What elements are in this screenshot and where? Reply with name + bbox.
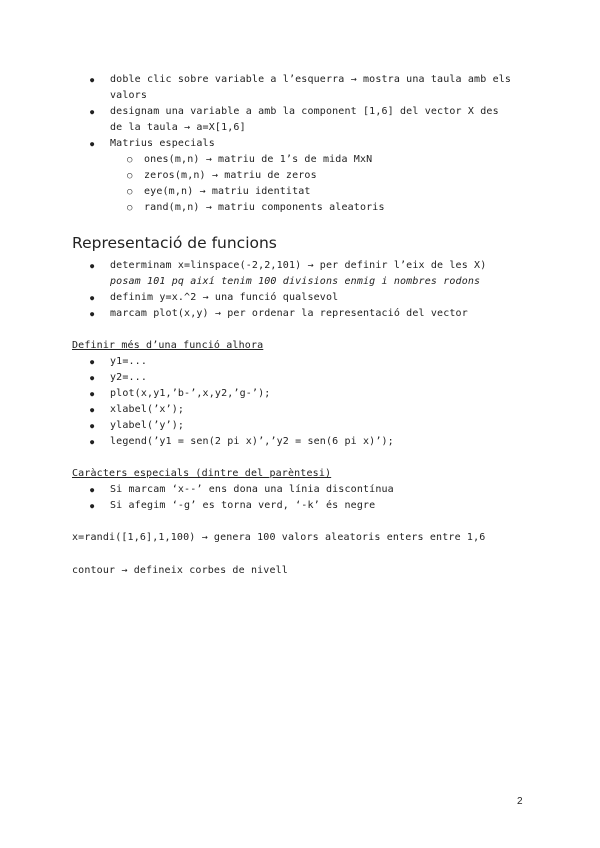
list-item: ● Matrius especials bbox=[110, 138, 215, 150]
subheading: Definir més d’una funció alhora bbox=[72, 340, 264, 351]
list-item: ● xlabel(’x’); bbox=[110, 404, 184, 416]
page-number: 2 bbox=[517, 796, 523, 807]
list-item: ● plot(x,y1,’b-’,x,y2,’g-’); bbox=[110, 388, 270, 400]
list-item: ● legend(’y1 = sen(2 pi x)’,’y2 = sen(6 pi x)’); bbox=[110, 436, 394, 448]
paragraph: contour → defineix corbes de nivell bbox=[72, 565, 288, 576]
list-item-continuation: de la taula → a=X[1,6] bbox=[110, 122, 246, 133]
sub-list-item: ○ eye(m,n) → matriu identitat bbox=[144, 186, 311, 198]
list-item-note: posam 101 pq així tenim 100 divisions enmig i nombres rodons bbox=[110, 276, 481, 287]
list-item: ● Si marcam ‘x--’ ens dona una línia discontínua bbox=[110, 484, 394, 496]
sub-list-item: ○ rand(m,n) → matriu components aleatoris bbox=[144, 202, 385, 214]
section-heading: Representació de funcions bbox=[72, 234, 277, 252]
list-item: ● y2=... bbox=[110, 372, 147, 384]
list-item: ● ylabel(’y’); bbox=[110, 420, 184, 432]
sub-list-item: ○ zeros(m,n) → matriu de zeros bbox=[144, 170, 317, 182]
list-item: ● marcam plot(x,y) → per ordenar la representació del vector bbox=[110, 308, 468, 320]
sub-list-item: ○ ones(m,n) → matriu de 1’s de mida MxN bbox=[144, 154, 372, 166]
list-item: ● Si afegim ‘-g’ es torna verd, ‘-k’ és negre bbox=[110, 500, 375, 512]
paragraph: x=randi([1,6],1,100) → genera 100 valors aleatoris enters entre 1,6 bbox=[72, 532, 486, 543]
subheading: Caràcters especials (dintre del parèntesi) bbox=[72, 468, 332, 479]
list-item: ● y1=... bbox=[110, 356, 147, 368]
list-item: ● determinam x=linspace(-2,2,101) → per definir l’eix de les X) bbox=[110, 260, 486, 272]
list-item: ● definim y=x.^2 → una funció qualsevol bbox=[110, 292, 338, 304]
list-item-continuation: valors bbox=[110, 90, 148, 101]
list-item: ● designam una variable a amb la component [1,6] del vector X des bbox=[110, 106, 499, 118]
list-item: ● doble clic sobre variable a l’esquerra → mostra una taula amb els bbox=[110, 74, 511, 86]
